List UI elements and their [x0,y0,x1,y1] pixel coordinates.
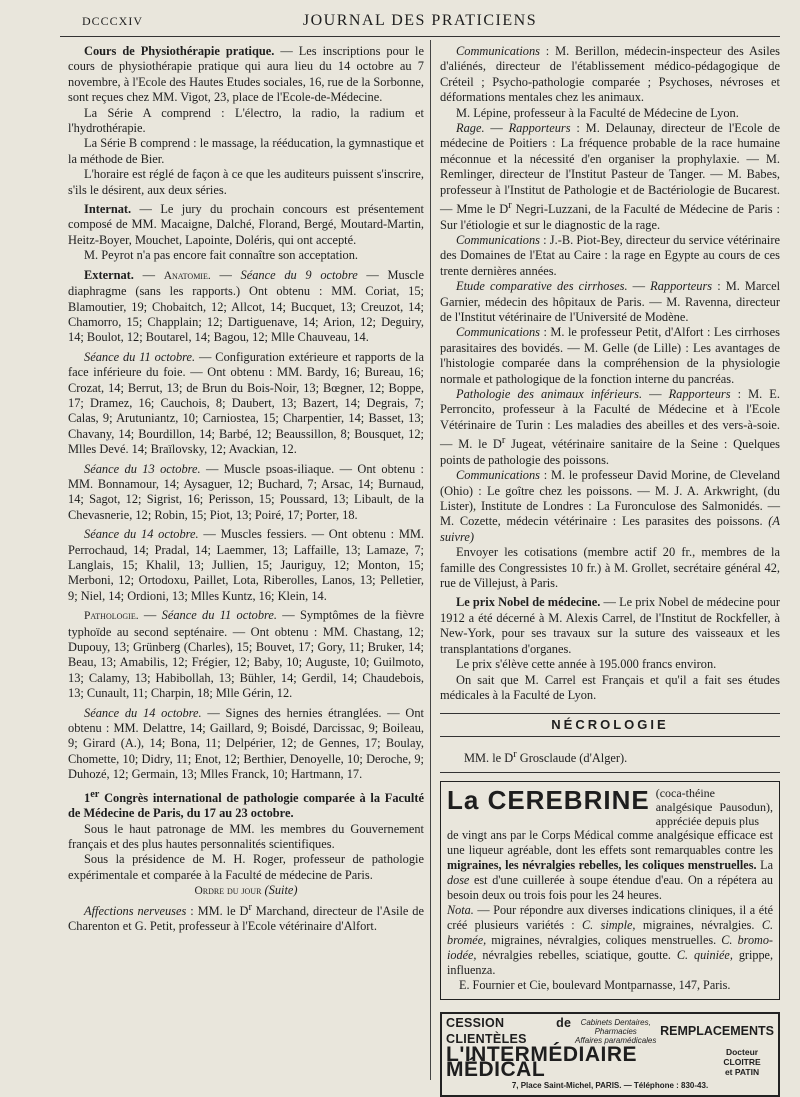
congres-title: 1er Congrès international de pathologie comparée à la Faculté de Médecine de Paris, du 17 au 23 octobre. [68,788,424,821]
journal-title: JOURNAL DES PRATICIENS [302,12,538,29]
rage-paragraph: Rage. — Rapporteurs : M. Delaunay, directeur de l'Ecole de médecine de Poitiers : La fréquence probable de la race humaine méconnue et la nécessité d'en organiser la prophylaxie. — M. Remlinger, directeur de l'Institut Pasteur de Tanger. — M. Babes, professeur à l'Institut de Pathologie et de Bactériologie de Bucarest. — Mme le $D^r$ Negri-Luzzani, de la Faculté de Médecine de Paris : Sur l'étiologie et sur le diagnostic de la rage. [440,121,780,232]
nobel-paragraph: Le prix Nobel de médecine. — Le prix Nobel de médecine pour 1912 a été décerné à M. Alexis Carrel, de l'Institut de Rockfeller, à New-York, pour ses travaux sur la suture des vaisseaux et les transplantations d'organes. [440,595,780,656]
externat-paragraph: Externat. — Anatomie. — Séance du 9 octobre — Muscle diaphragme (sans les rapports.) Ont obtenu : MM. Coriat, 15; Blamoutier, 19; Chobaitch, 12; Allcot, 14; Bucquet, 13; Creuzot, 14; Chamorro, 15; Chapplain; 12; Dartiguenave, 14; Arion, 12; Deguiry, 14; Boulot, 12; Boutarel, 14; Bagou, 12; Mlle Chauveau, 14. [68,267,424,345]
affections-nerveuses: Affections nerveuses : MM. le $D^r$ Marchand, directeur de l'Asile de Charenton et G. Petit, professeur à l'Ecole vétérinaire d'Alfort. [68,901,425,934]
necrologie-text: MM. le $D^r$ Grosclaude (d'Alger). [440,737,780,774]
internat-title: Internat. [84,202,132,217]
cotisations-paragraph: Envoyer les cotisations (membre actif 20 fr., membres de la famille des Congressistes 10 fr.) à M. Grollet, secrétaire général 42, rue de Villejust, à Paris. [440,545,780,591]
right-column [440,44,780,1097]
cerebrine-nota: Nota. — Pour répondre aux diverses indications cliniques, il a été créé plusieurs variétés : C. simple, migraines, névralgies. C. bromée, migraines, névralgies, coliques menstruelles. C. bromo-iodée, névralgies rebelles, sciatique, goutte. C. quiniée, grippe, influenza. [447,903,773,978]
physio-series-a: La Série A comprend : L'électro, la radio, la radium et l'hydrothérapie. [68,105,424,136]
seance-14-paragraph: Séance du 14 octobre. — Muscles fessiers. — Ont obtenu : MM. Perrochaud, 14; Pradal, 14; Laemmer, 13; Laffaille, 13; Lamaze, 7; Langlais, 15; Khalil, 13; Jullien, 15; Jauriguy, 12; Monton, 15; Merboni, 12; Ortodoxu, Paillet, Lota, Riberolles, Lanos, 13; Pelletier, 9; Niel, 14; Ordioni, 13; Mlles Kuntz, 16; Klein, 14. [68,527,424,603]
seance-13-paragraph: Séance du 13 octobre. — Muscle psoas-iliaque. — Ont obtenu : MM. Bonnamour, 14; Aysaguer, 12; Buchard, 7; Arsac, 14; Burnaud, 14; Sagot, 12; Sigrist, 16; Perisson, 15; Poussard, 13; Libault, de la Chevasnerie, 12; Robin, 15; Piot, 13; Poiré, 17; Porter, 18. [68,461,424,522]
nobel-title: Le prix Nobel de médecine. [456,595,601,610]
internat-paragraph: Internat. — Le jury du prochain concours est présentement composé de MM. Macaigne, Dalché, Florand, Bergé, Moutard-Martin, Heitz-Boyer, Mouchet, Lapointe, Doléris, qui ont accepté. [68,202,424,247]
remplacements-label: REMPLACEMENTS [660,1023,774,1038]
pathologie-paragraph: Pathologie. — Séance du 11 octobre. — Symptômes de la fièvre typhoïde au second septénaire. — Ont obtenu : MM. Chastang, 12; Dupouy, 13; Grünberg (Charles), 15; Bouvet, 17; Gory, 11; Bruker, 14; Beau, 13; Amabilis, 12; Frégier, 12; Baby, 10; Auguste, 10; Guilmoto, 13; Calamy, 13; Habibollah, 13; Bühler, 14; Gerdil, 14; Chaudebois, 13; Cunault, 11; Charpin, 18; Mlle Gérin, 12. [68,608,424,701]
header-rule [60,36,780,37]
comm3-paragraph: Communications : M. le professeur Petit, d'Alfort : Les cirrhoses parasitaires des bovidés. — M. Gelle (de Lille) : Les avantages de l'histologie comparée dans la compréhension de la physiologie normale et pathologique de la fonction interne du pancréas. [440,325,780,386]
physio-series-b: La Série B comprend : le massage, la rééducation, la gymnastique et la méthode de Bier. [68,136,424,166]
page-header [60,10,780,36]
comm1-paragraph: Communications : M. Berillon, médecin-inspecteur des Asiles d'aliénés, directeur de l'établissement médico-pédagogique de Créteil ; Psycho-pathologie comparée ; Psychoses, névroses et déformations mentales chez les animaux. [440,44,780,105]
intermediaire-address: 7, Place Saint-Michel, PARIS. — Téléphone : 830-43. [511,1080,709,1090]
necrologie-heading: NÉCROLOGIE [440,713,780,736]
physio-paragraph: Cours de Physiothérapie pratique. — Les inscriptions pour le cours de physiothérapie pratique qui aura lieu du 14 octobre au 7 novembre, à l'Ecole des Hautes Etudes sociales, 16, rue de la Sorbonne, sont reçues chez MM. Vigot, 23, place de l'Ecole-de-Médecine. [68,44,425,105]
comm2-paragraph: Communications : J.-B. Piot-Bey, directeur du service vétérinaire des Domaines de l'Etat au Caire : la rage en Egypte au cours de ces trente dernières années. [440,233,780,278]
intermediaire-advert: CESSION de CLIENTÈLES Cabinets Dentaires, Pharmacies Affaires paramédicales REMPLACEMENTS L'INTERMÉDIAIRE MÉDICAL Docteur CLOITRE et PATIN 7, Place Saint-Michel, PARIS. — Téléphone : 830-43. [440,1012,780,1097]
cirrhoses-paragraph: Etude comparative des cirrhoses. — Rapporteurs : M. Marcel Garnier, médecin des hôpitaux de Paris. — M. Ravenna, directeur de l'Institut vétérinaire de l'Université de Modène. [440,279,781,325]
seance-14b-paragraph: Séance du 14 octobre. — Signes des hernies étranglées. — Ont obtenu : MM. Delattre, 14; Gaillard, 9; Boisdé, Darcissac, 9; Boileau, 9; Girard (A.), 14; Bona, 11; Delpérier, 12; de Gennes, 17; Boulay, Chomette, 10; Didry, 11; Enot, 12; Berthier, Denoyelle, 10; Deroche, 9; Duhozé, 12; Germain, 13; Mlles Franck, 10; Hartmann, 17. [68,705,424,782]
page-folio: DCCCXIV [82,14,144,28]
ordre-du-jour: Ordre du jour (Suite) [194,883,298,898]
congres-presidence: Sous la présidence de M. H. Roger, professeur de pathologie expérimentale et comparée à la Faculté de médecine de Paris. [68,852,424,882]
physio-title: Cours de Physiothérapie pratique. [84,44,275,58]
intermediaire-title: L'INTERMÉDIAIRE MÉDICAL [446,1043,637,1082]
seance-11-paragraph: Séance du 11 octobre. — Configuration extérieure et rapports de la face inférieure du foie. — Ont obtenu : MM. Bardy, 16; Bureau, 16; Crozat, 14; Berrut, 13; de Brun du Bois-Noir, 13; Bœgner, 12; Boppe, 17; Dramez, 16; Cauchois, 8; Daubert, 13; Bazert, 14; Degrais, 7; Calas, 9; Arutuniantz, 10; Carniostea, 15; Charpentier, 14; Basset, 13; Chavany, 14; Bourdillon, 14; Barbé, 12; Beaussillon, 8; Bousquet, 12; Mlles Devé. 14; Braïlovsky, 12; Avackian, 12. [68,349,424,457]
cerebrine-advert [440,781,780,1000]
column-rule [430,40,431,1080]
internat-note: M. Peyrot n'a pas encore fait connaître son acceptation. [84,248,359,263]
cerebrine-brand: La CEREBRINE [447,785,650,816]
cerebrine-signature: E. Fournier et Cie, boulevard Montparnasse, 147, Paris. [459,978,731,993]
cerebrine-body: de vingt ans par le Corps Médical comme analgésique efficace est une liqueur agréable, dont les effets sont remarquables contre les migraines, les névralgies rebelles, les coliques menstruelles. La dose est d'une cuillerée à soupe étendue d'eau. On a répétera au besoin deux ou trois fois pour les 24 heures. [447,828,773,903]
left-column [68,44,424,935]
comm4-paragraph: Communications : M. le professeur David Morine, de Cleveland (Ohio) : Le goître chez les poissons. — M. J. A. Arkwright, (du Lister), Institute de Londres : La Furonculose des Salmonidés. — M. Cozette, médecin vétérinaire : Les parasites des poissons. (A suivre) [440,468,780,544]
nobel-carrel: On sait que M. Carrel est Français et qu'il a fait ses études médicales à la Faculté de Lyon. [440,672,780,702]
physio-schedule: L'horaire est réglé de façon à ce que les auditeurs puissent s'inscrire, s'ils le désirent, aux deux séries. [68,167,424,197]
congres-patronage: Sous le haut patronage de MM. les membres du Gouvernement français et des plus hautes personnalités scientifiques. [68,821,424,852]
nobel-prize-amount: Le prix s'élève cette année à 195.000 francs environ. [456,657,717,672]
cerebrine-tagline: (coca-théine analgésique Pausodun), appréciée depuis plus [655,786,773,829]
cession-label: CESSION de CLIENTÈLES [446,1016,572,1046]
patho-inf-paragraph: Pathologie des animaux inférieurs. — Rapporteurs : M. E. Perroncito, professeur à la Faculté de Médecine et à l'Ecole Vétérinaire de Turin : Les maladies des abeilles et des vers-à-soie. — M. le $D^r$ Jugeat, vétérinaire sanitaire de la Seine : Quelques points de pathologie des poissons. [440,387,780,467]
lepine-line: M. Lépine, professeur à la Faculté de Médecine de Lyon. [456,105,739,120]
externat-title: Externat. [84,267,134,282]
